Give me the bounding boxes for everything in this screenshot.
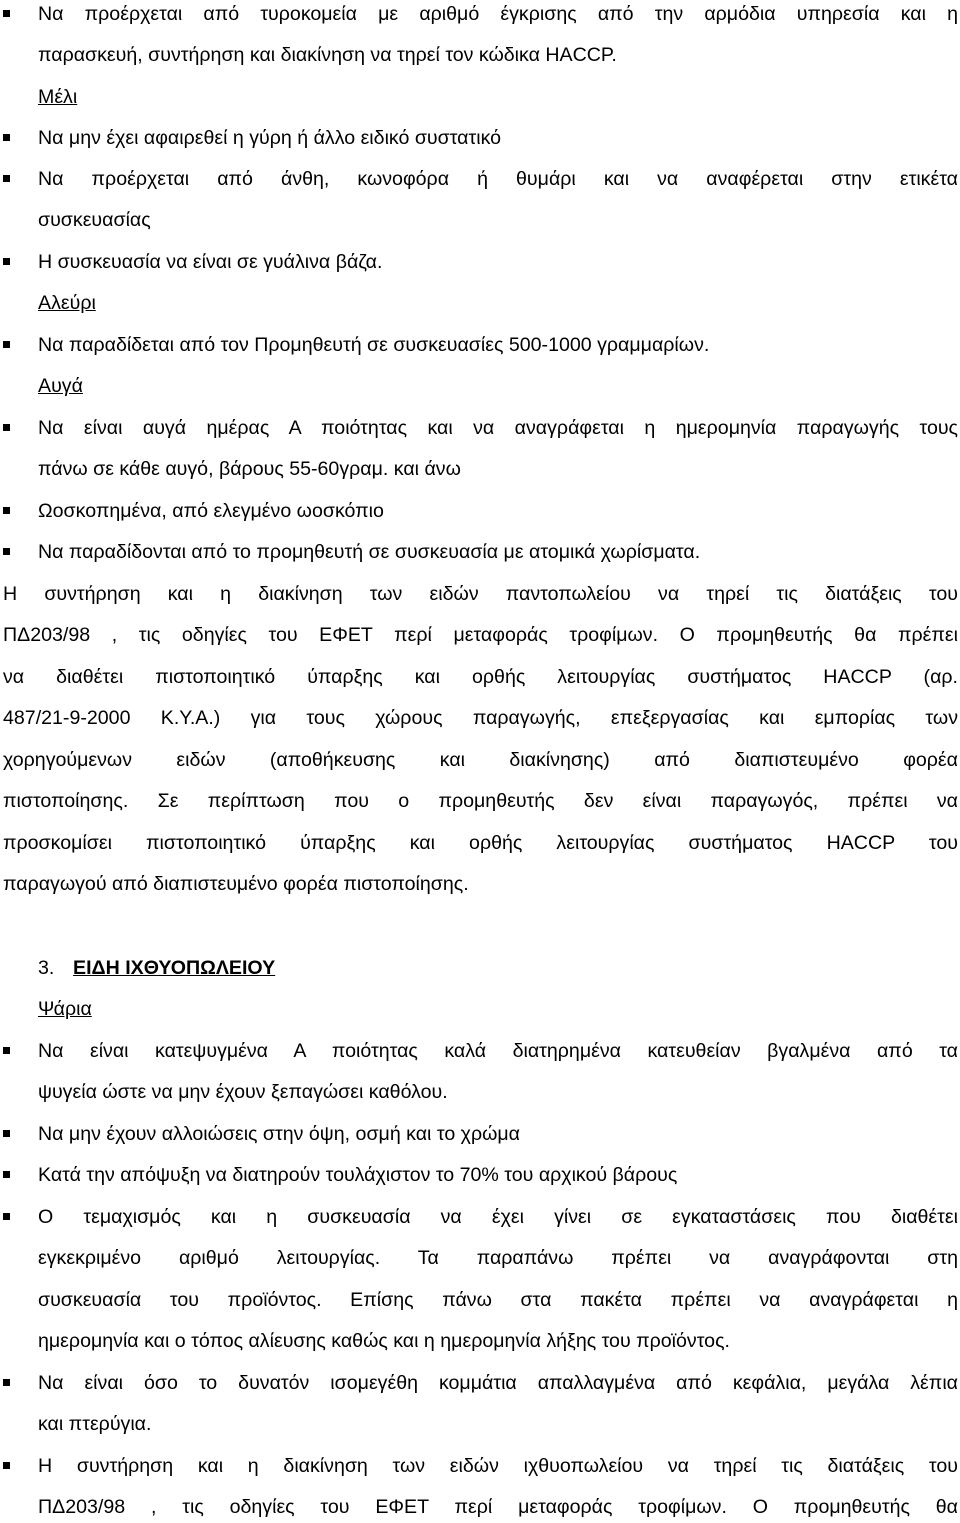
bullet-marker (3, 507, 10, 514)
paragraph-line: ΠΔ203/98 , τις οδηγίες του ΕΦΕΤ περί μεταφοράς τροφίμων. Ο προμηθευτής θα πρέπει (3, 624, 958, 646)
bullet-marker (3, 1047, 10, 1054)
bullet-marker (3, 424, 10, 431)
text-line: ΠΔ203/98 , τις οδηγίες του ΕΦΕΤ περί μεταφοράς τροφίμων. Ο προμηθευτής θα (38, 1496, 958, 1518)
text-line: Να προέρχεται από άνθη, κωνοφόρα ή θυμάρι και να αναφέρεται στην ετικέτα (38, 168, 958, 190)
paragraph-line: να διαθέτει πιστοποιητικό ύπαρξης και ορθής λειτουργίας συστήματος HACCP (αρ. (3, 666, 958, 688)
text-line: Να είναι όσο το δυνατόν ισομεγέθη κομμάτια απαλλαγμένα από κεφάλια, μεγάλα λέπια (38, 1372, 958, 1394)
text-line: συσκευασίας (38, 209, 151, 231)
text-line: Ο τεμαχισμός και η συσκευασία να έχει γίνει σε εγκαταστάσεις που διαθέτει (38, 1206, 958, 1228)
text-line: ψυγεία ώστε να μην έχουν ξεπαγώσει καθόλου. (38, 1081, 448, 1103)
text-line: ημερομηνία και ο τόπος αλίευσης καθώς και η ημερομηνία λήξης του προϊόντος. (38, 1330, 730, 1352)
text-line: παρασκευή, συντήρηση και διακίνηση να τηρεί τον κώδικα HACCP. (38, 44, 617, 66)
text-line: και πτερύγια. (38, 1413, 152, 1435)
bullet-marker (3, 1462, 10, 1469)
paragraph-line: Η συντήρηση και η διακίνηση των ειδών παντοπωλείου να τηρεί τις διατάξεις του (3, 583, 958, 605)
subheading-meli: Μέλι (38, 86, 78, 108)
bullet-marker (3, 258, 10, 265)
paragraph-line: χορηγούμενων ειδών (αποθήκευσης και διακίνησης) από διαπιστευμένο φορέα (3, 749, 958, 771)
text-line: Η συσκευασία να είναι σε γυάλινα βάζα. (38, 251, 383, 273)
bullet-marker (3, 175, 10, 182)
text-line: εγκεκριμένο αριθμό λειτουργίας. Τα παραπάνω πρέπει να αναγράφονται στη (38, 1247, 958, 1269)
subheading-psaria: Ψάρια (38, 998, 92, 1020)
text-line: Να μην έχει αφαιρεθεί η γύρη ή άλλο ειδικό συστατικό (38, 127, 502, 149)
text-line: πάνω σε κάθε αυγό, βάρους 55-60γραμ. και άνω (38, 458, 461, 480)
bullet-marker (3, 1171, 10, 1178)
section-title: ΕΙΔΗ ΙΧΘΥΟΠΩΛΕΙΟΥ (73, 957, 276, 979)
text-line: Κατά την απόψυξη να διατηρούν τουλάχιστον το 70% του αρχικού βάρους (38, 1164, 678, 1186)
bullet-marker (3, 1379, 10, 1386)
text-line: Ωοσκοπημένα, από ελεγμένο ωοσκόπιο (38, 500, 384, 522)
section-number: 3. (38, 957, 55, 979)
bullet-marker (3, 548, 10, 555)
text-line: Να προέρχεται από τυροκομεία με αριθμό έγκρισης από την αρμόδια υπηρεσία και η (38, 3, 958, 25)
text-line: Να μην έχουν αλλοιώσεις στην όψη, οσμή και το χρώμα (38, 1123, 521, 1145)
text-line: Να παραδίδεται από τον Προμηθευτή σε συσκευασίες 500-1000 γραμμαρίων. (38, 334, 710, 356)
bullet-marker (3, 1213, 10, 1220)
text-line: Να παραδίδονται από το προμηθευτή σε συσκευασία με ατομικά χωρίσματα. (38, 541, 701, 563)
text-line: Να είναι κατεψυγμένα Α ποιότητας καλά διατηρημένα κατευθείαν βγαλμένα από τα (38, 1040, 958, 1062)
bullet-marker (3, 341, 10, 348)
subheading-aleuri: Αλεύρι (38, 292, 96, 314)
subheading-auga: Αυγά (38, 375, 83, 397)
paragraph-line: παραγωγού από διαπιστευμένο φορέα πιστοποίησης. (3, 873, 469, 895)
text-line: Η συντήρηση και η διακίνηση των ειδών ιχθυοπωλείου να τηρεί τις διατάξεις του (38, 1455, 958, 1477)
paragraph-line: πιστοποίησης. Σε περίπτωση που ο προμηθευτής δεν είναι παραγωγός, πρέπει να (3, 790, 958, 812)
bullet-marker (3, 10, 10, 17)
paragraph-line: προσκομίσει πιστοποιητικό ύπαρξης και ορθής λειτουργίας συστήματος HACCP του (3, 832, 958, 854)
bullet-marker (3, 1130, 10, 1137)
text-line: Να είναι αυγά ημέρας Α ποιότητας και να αναγράφεται η ημερομηνία παραγωγής τους (38, 417, 958, 439)
bullet-marker (3, 134, 10, 141)
paragraph-line: 487/21-9-2000 Κ.Υ.Α.) για τους χώρους παραγωγής, επεξεργασίας και εμπορίας των (3, 707, 958, 729)
text-line: συσκευασία του προϊόντος. Επίσης πάνω στα πακέτα πρέπει να αναγράφεται η (38, 1289, 958, 1311)
